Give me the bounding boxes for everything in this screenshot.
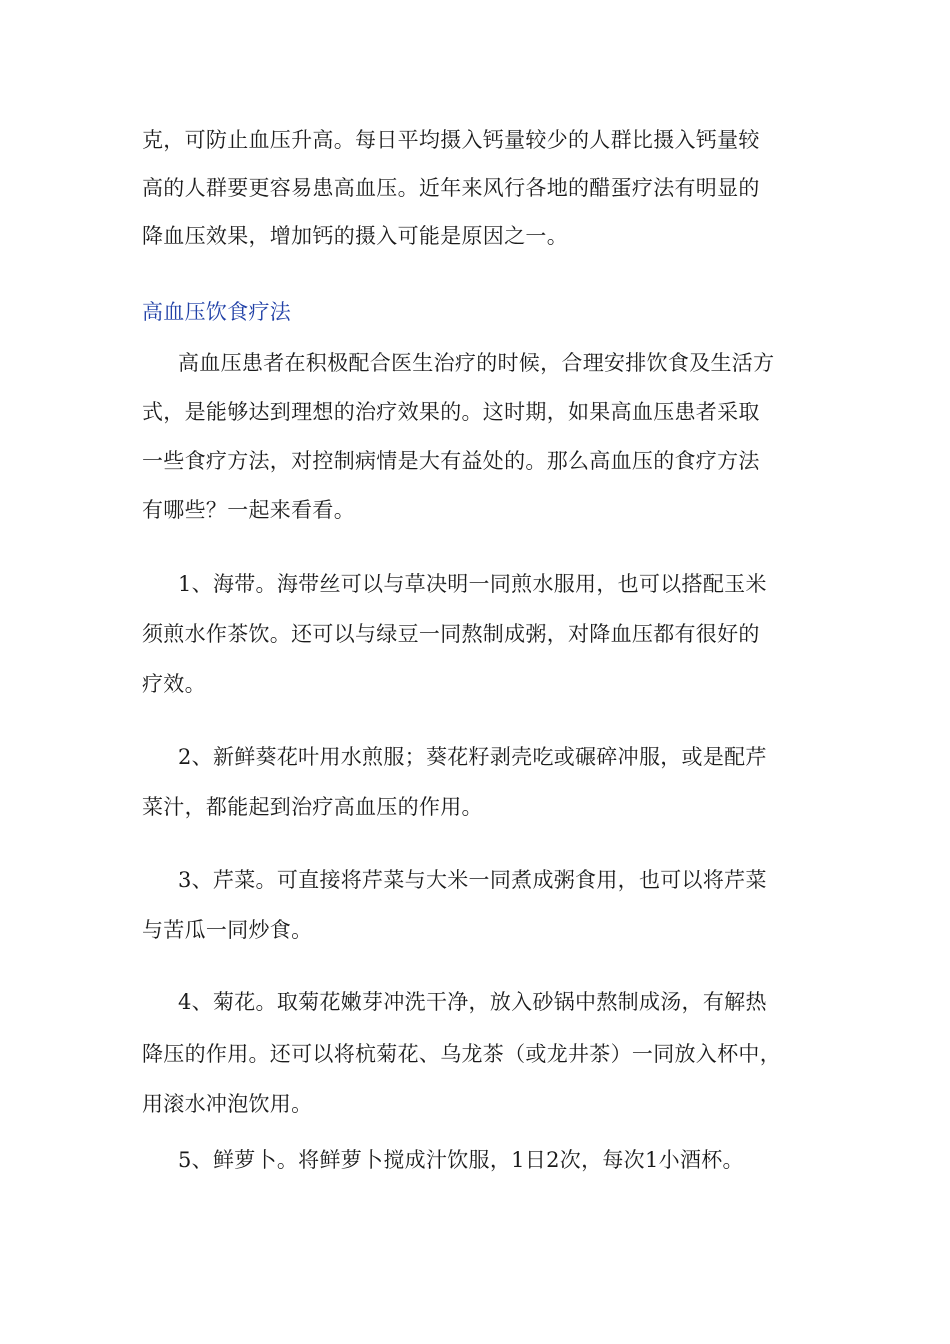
lead-line-1: 高血压患者在积极配合医生治疗的时候，合理安排饮食及生活方: [178, 351, 775, 375]
lead-line-2: 式，是能够达到理想的治疗效果的。这时期，如果高血压患者采取: [142, 400, 760, 424]
item-4-line-2: 降压的作用。还可以将杭菊花、乌龙茶（或龙井茶）一同放入杯中，: [142, 1042, 781, 1066]
item-5-line-1: 5、鲜萝卜。将鲜萝卜搅成汁饮服，1日2次，每次1小酒杯。: [178, 1148, 744, 1172]
item-2-line-1: 2、新鲜葵花叶用水煎服；葵花籽剥壳吃或碾碎冲服，或是配芹: [178, 745, 767, 769]
item-1-line-2: 须煎水作茶饮。还可以与绿豆一同熬制成粥，对降血压都有很好的: [142, 622, 760, 646]
intro-line-1: 克，可防止血压升高。每日平均摄入钙量较少的人群比摄入钙量较: [142, 128, 760, 152]
intro-line-3: 降血压效果，增加钙的摄入可能是原因之一。: [142, 224, 568, 248]
item-1-line-3: 疗效。: [142, 672, 206, 696]
lead-line-3: 一些食疗方法，对控制病情是大有益处的。那么高血压的食疗方法: [142, 449, 760, 473]
item-3-line-1: 3、芹菜。可直接将芹菜与大米一同煮成粥食用，也可以将芹菜: [178, 868, 767, 892]
item-4-line-1: 4、菊花。取菊花嫩芽冲洗干净，放入砂锅中熬制成汤，有解热: [178, 990, 767, 1014]
item-1-line-1: 1、海带。海带丝可以与草决明一同煎水服用，也可以搭配玉米: [178, 572, 767, 596]
intro-line-2: 高的人群要更容易患高血压。近年来风行各地的醋蛋疗法有明显的: [142, 176, 760, 200]
item-4-line-3: 用滚水冲泡饮用。: [142, 1092, 313, 1116]
lead-line-4: 有哪些？一起来看看。: [142, 498, 355, 522]
section-heading: 高血压饮食疗法: [142, 300, 292, 324]
item-3-line-2: 与苦瓜一同炒食。: [142, 918, 313, 942]
item-2-line-2: 菜汁，都能起到治疗高血压的作用。: [142, 795, 483, 819]
